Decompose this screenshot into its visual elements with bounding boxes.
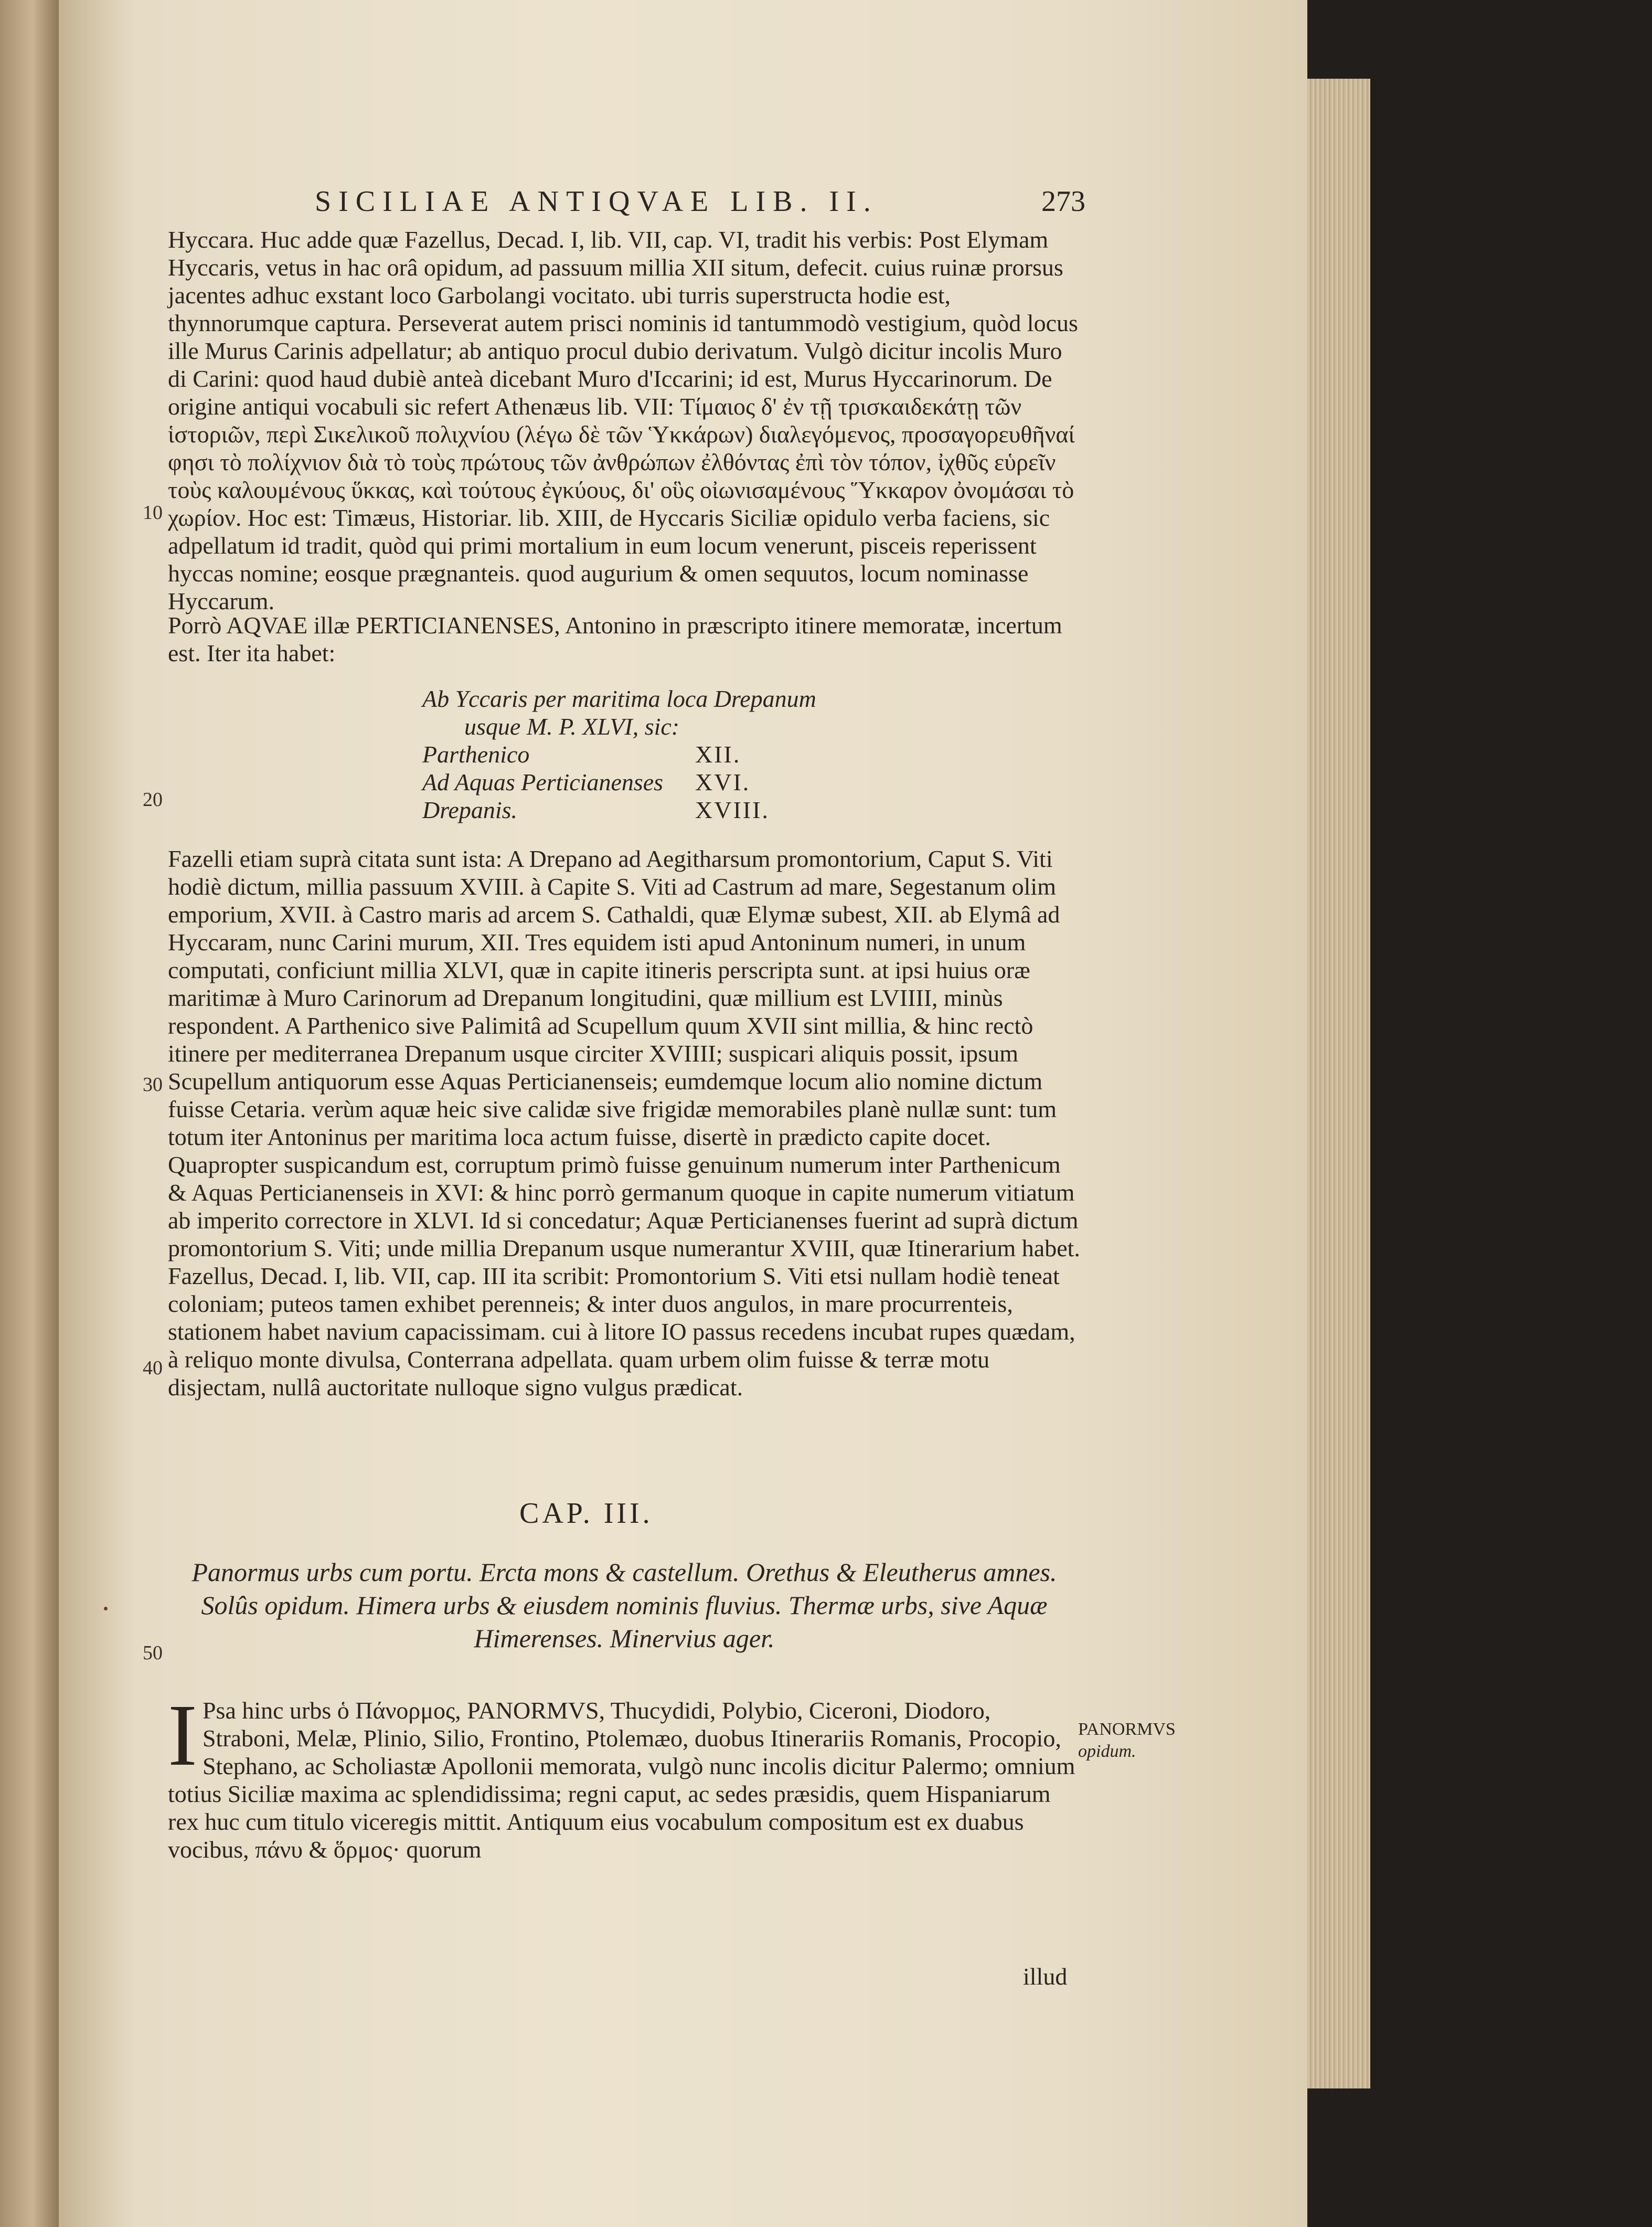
paragraph-hyccara: Hyccara. Huc adde quæ Fazellus, Decad. I, lib. VII, cap. VI, tradit his verbis: Post Elymam Hyccaris, vetus in hac orâ opidum, ad passuum millia XII situm, defecit. cuius ruinæ prorsus jacentes adhuc exstant loco Garbolangi vocitato. ubi turris superstructa hodie est, thynnorumque captura. Perseverat autem prisci nominis id tantummodò vestigium, quòd locus ille Murus Carinis adpellatur; ab antiquo procul dubio derivatum. Vulgò dicitur incolis Muro di Carini: quod haud dubiè anteà dicebant Muro d'Iccarini; id est, Murus Hyccarinorum. De origine antiqui vocabuli sic refert Athenæus lib. VII: Τίμαιος δ' ἐν τῇ τρισκαιδεκάτῃ τῶν ἱστοριῶν, περὶ Σικελικοῦ πολιχνίου (λέγω δὲ τῶν Ὑκκάρων) διαλεγόμενος, προσαγορευθῆναί φησι τὸ πολίχνιον διὰ τὸ τοὺς πρώτους τῶν ἀνθρώπων ἐλθόντας ἐπὶ τὸν τόπον, ἰχθῦς εὑρεῖν τοὺς καλουμένους ὕκκας, καὶ τούτους ἐγκύους, δι' οὓς οἰωνισαμένους Ὕκκαρον ὀνομάσαι τὸ χωρίον. Hoc est: Timæus, Historiar. lib. XIII, de Hyccaris Siciliæ opidulo verba faciens, sic adpellatum id tradit, quòd qui primi mortalium in eum locum venerunt, pisceis reperissent hyccas nomine; eosque prægnanteis. quod augurium & omen sequutos, locum nominasse Hyccarum. bbox=[168, 226, 1078, 614]
itinerary-heading-line2: usque M. P. XLVI, sic: bbox=[464, 713, 680, 740]
marginal-note-line1: PANORMVS bbox=[1078, 1720, 1176, 1739]
line-number-20: 20 bbox=[143, 789, 163, 811]
chapter-summary: Panormus urbs cum portu. Ercta mons & castellum. Orethus & Eleutherus amnes. Solûs opidum. Himera urbs & eiusdem nominis fluvius. Thermæ urbs, sive Aquæ Himerenses. Minervius ager. bbox=[191, 1557, 1057, 1653]
paragraph-aquae: Porrò AQVAE illæ PERTICIANENSES, Antonino in præscripto itinere memoratæ, incertum est. Iter ita habet: bbox=[168, 612, 1062, 666]
ink-spot bbox=[104, 1607, 108, 1610]
chapter-heading: CAP. III. bbox=[519, 1497, 653, 1530]
line-number-40: 40 bbox=[143, 1357, 163, 1379]
page-block-edges bbox=[1307, 79, 1370, 2088]
itinerary-station: Parthenico bbox=[422, 741, 530, 768]
line-number-10: 10 bbox=[143, 502, 163, 524]
paragraph-fazellus: Fazelli etiam suprà citata sunt ista: A Drepano ad Aegitharsum promontorium, Caput S. Viti hodiè dictum, millia passuum XVIII. à Capite S. Viti ad Castrum ad mare, Segestanum olim emporium, XVII. à Castro maris ad arcem S. Cathaldi, quæ Elymæ subest, XII. ab Elymâ ad Hyccaram, nunc Carini murum, XII. Tres equidem isti apud Antoninum numeri, in unum computati, conficiunt millia XLVI, quæ in capite itineris perscripta sunt. at ipsi huius oræ maritimæ à Muro Carinorum ad Drepanum longitudini, quæ millium est LVIIII, minùs respondent. A Parthenico sive Palimitâ ad Scupellum quum XVII sint millia, & hinc rectò itinere per mediterranea Drepanum usque circiter XVIIII; suspicari aliquis possit, ipsum Scupellum antiquorum esse Aquas Perticianenseis; eumdemque locum alio nomine dictum fuisse Cetaria. verùm aquæ heic sive calidæ sive frigidæ memorabiles planè nullæ sunt: tum totum iter Antoninus per maritima loca actum fuisse, disertè in prædicto capite docet. Quapropter suspicandum est, corruptum primò fuisse genuinum numerum inter Parthenicum & Aquas Perticianenseis in XVI: & hinc porrò germanum quoque in capite numerum vitiatum ab imperito correctore in XLVI. Id si concedatur; Aquæ Perticianenses fuerint ad suprà dictum promontorium S. Viti; unde millia Drepanum usque numerantur XVIII, quæ Itinerarium habet. Fazellus, Decad. I, lib. VII, cap. III ita scribit: Promontorium S. Viti etsi nullam hodiè teneat coloniam; puteos tamen exhibet perenneis; & inter duos angulos, in mare procurrenteis, stationem habet navium capacissimam. cui à litore IO passus recedens incubat rupes quædam, à reliquo monte divulsa, Conterrana adpellata. quam urbem olim fuisse & terræ motu disjectam, nullâ auctoritate nulloque signo vulgus prædicat. bbox=[168, 845, 1080, 1401]
paragraph-panormus bbox=[168, 1687, 1081, 1863]
running-title: SICILIAE ANTIQVAE LIB. II. bbox=[315, 185, 878, 218]
itinerary-miles: XVI. bbox=[695, 769, 751, 796]
line-number-50: 50 bbox=[143, 1642, 163, 1664]
marginal-note bbox=[1078, 1719, 1176, 1763]
itinerary-miles: XII. bbox=[695, 741, 741, 768]
page-number: 273 bbox=[1041, 185, 1085, 218]
marginal-note-line2: opidum. bbox=[1078, 1742, 1136, 1761]
itinerary-row bbox=[422, 796, 816, 824]
itinerary-station: Drepanis. bbox=[422, 797, 518, 823]
itinerary-miles: XVIII. bbox=[695, 797, 770, 823]
itinerary-station: Ad Aquas Perticianenses bbox=[422, 769, 664, 796]
itinerary-heading-line1: Ab Yccaris per maritima loca Drepanum bbox=[422, 685, 816, 712]
catchword: illud bbox=[1023, 1963, 1068, 1990]
paragraph-panormus-text: Psa hinc urbs ὁ Πάνορμος, PANORMVS, Thucydidi, Polybio, Ciceroni, Diodoro, Straboni, Melæ, Plinio, Silio, Frontino, Ptolemæo, duobus Itinerariis Romanis, Procopio, Stephano, ac Scholiastæ Apollonii memorata, vulgò nunc incolis dicitur Palermo; omnium totius Siciliæ maxima ac splendidissima; regni caput, ac sedes præsidis, quem Hispaniarum rex huc cum titulo viceregis mittit. Antiquum eius vocabulum compositum est ex duabus vocibus, πάνυ & ὅρμος· quorum bbox=[168, 1697, 1075, 1863]
left-page-edge bbox=[0, 0, 59, 2227]
itinerary-row bbox=[422, 740, 816, 768]
itinerary-row bbox=[422, 768, 816, 796]
line-number-30: 30 bbox=[143, 1074, 163, 1096]
itinerary-block bbox=[422, 685, 816, 824]
drop-cap: I bbox=[168, 1687, 197, 1784]
